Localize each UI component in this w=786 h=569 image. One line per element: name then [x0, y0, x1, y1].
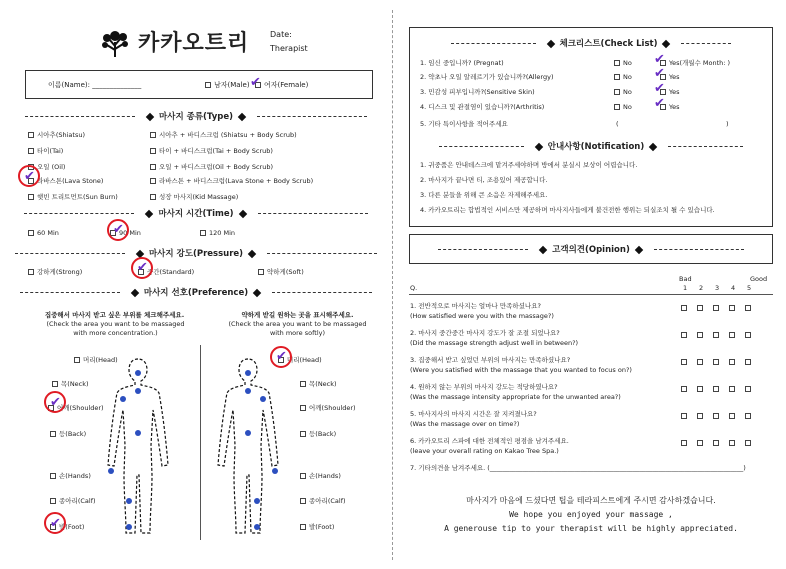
pref-divider — [200, 345, 201, 540]
rating-checkbox[interactable] — [729, 305, 735, 311]
section-time-header: 마사지 시간(Time) — [0, 207, 392, 219]
pref-left-instruction: 집중해서 마사지 받고 싶은 부위를 체크해주세요. — [44, 311, 185, 319]
back-dot — [245, 430, 251, 436]
checkmark-icon: ✔ — [654, 96, 665, 111]
checkmark-icon: ✔ — [113, 222, 124, 237]
gender-female-option[interactable]: 여자(Female) — [255, 81, 308, 90]
rating-checkbox[interactable] — [729, 386, 735, 392]
rating-checkbox[interactable] — [745, 359, 751, 365]
notice-item: 4. 카카오트리는 합법적인 서비스만 제공하며 마사지사들에게 불건전한 행위는 되실조치 될 수 있습니다. — [420, 206, 715, 214]
section-type-header: 마사지 종류(Type) — [0, 110, 392, 122]
body-part-option[interactable]: 머리(Head) — [278, 356, 322, 365]
scale-number: 4 — [731, 284, 736, 292]
section-preference-header: 마사지 선호(Preference) — [0, 286, 392, 298]
rating-checkbox[interactable] — [713, 413, 719, 419]
checkmark-icon: ✔ — [50, 516, 61, 531]
brand-title: 카카오트리 — [138, 31, 250, 56]
scale-number: 2 — [699, 284, 704, 292]
body-part-option[interactable]: 목(Neck) — [300, 380, 337, 389]
checkmark-icon: ✔ — [50, 395, 61, 410]
checklist-other-close: ) — [726, 120, 729, 128]
rating-checkbox[interactable] — [745, 332, 751, 338]
scale-number: 1 — [683, 284, 688, 292]
rating-checkbox[interactable] — [697, 440, 703, 446]
calf-dot — [254, 498, 260, 504]
pressure-option[interactable]: 중간(Standard) — [138, 268, 194, 277]
gender-male-option[interactable]: 남자(Male) — [205, 81, 250, 90]
checkmark-icon: ✔ — [276, 349, 287, 364]
body-part-option[interactable]: 등(Back) — [300, 430, 336, 439]
checkbox[interactable] — [205, 82, 211, 88]
checklist-no-option[interactable]: No — [614, 59, 632, 68]
date-label: Date: — [270, 30, 292, 39]
body-part-option[interactable]: 손(Hands) — [50, 472, 91, 481]
head-dot — [135, 370, 141, 376]
body-figure-front — [98, 355, 178, 540]
rating-checkbox[interactable] — [729, 332, 735, 338]
checklist-question: 1. 임신 중입니까? (Pregnat) — [420, 59, 504, 67]
opinion-question-en: (Did the massage strength adjust well in between?) — [410, 339, 579, 347]
body-part-option[interactable]: 종아리(Calf) — [300, 497, 346, 506]
rating-checkbox[interactable] — [681, 305, 687, 311]
checklist-no-option[interactable]: No — [614, 103, 632, 112]
neck-dot — [245, 388, 251, 394]
opinion-question-en: (leave your overall rating on Kakao Tree Spa.) — [410, 447, 559, 455]
closing-en-2: A generouse tip to your therapist will be highly appreciated. — [444, 524, 738, 533]
checkmark-icon: ✔ — [654, 81, 665, 96]
time-option[interactable]: 120 Min — [200, 229, 235, 238]
scale-number: 5 — [747, 284, 752, 292]
therapist-label: Therapist — [270, 44, 308, 53]
rating-checkbox[interactable] — [729, 359, 735, 365]
checklist-question: 5. 기타 특이사항을 적어주세요 — [420, 120, 508, 128]
opinion-question-en: (Was the massage over on time?) — [410, 420, 520, 428]
type-option[interactable]: 햇빈 트리트먼트(Sun Burn) — [28, 193, 118, 202]
pref-right-instruction-en2: with more softly) — [269, 329, 326, 337]
rating-checkbox[interactable] — [745, 386, 751, 392]
opinion-question-en: (Were you satisfied with the massage that you wanted to focus on?) — [410, 366, 632, 374]
rating-checkbox[interactable] — [697, 413, 703, 419]
pressure-option[interactable]: 강하게(Strong) — [28, 268, 82, 277]
type-option[interactable]: 시아추(Shiatsu) — [28, 131, 85, 140]
opinion-question-en: (Was the massage intensity appropriate for the unwanted area?) — [410, 393, 621, 401]
body-part-option[interactable]: 어깨(Shoulder) — [300, 404, 356, 413]
time-option[interactable]: 60 Min — [28, 229, 59, 238]
pressure-option[interactable]: 약하게(Soft) — [258, 268, 304, 277]
bad-label: Bad — [679, 275, 692, 283]
opinion-question: 2. 마사지 중간중간 마사지 강도가 잘 조절 되었나요? — [410, 329, 560, 337]
rating-checkbox[interactable] — [713, 359, 719, 365]
rating-checkbox[interactable] — [713, 332, 719, 338]
pref-left-instruction-en: (Check the area you want to be massaged — [46, 320, 185, 328]
rating-checkbox[interactable] — [697, 386, 703, 392]
calf-dot — [126, 498, 132, 504]
rating-checkbox[interactable] — [681, 359, 687, 365]
scale-number: 3 — [715, 284, 720, 292]
foot-dot — [254, 524, 260, 530]
type-option[interactable]: 오일 (Oil) — [28, 163, 65, 172]
section-notice-header: 안내사항(Notification) — [409, 140, 773, 152]
section-checklist-header: 체크리스트(Check List) — [409, 37, 773, 49]
type-option[interactable]: 라바스톤 + 바디스크럽(Lava Stone + Body Scrub) — [150, 177, 313, 186]
opinion-question: 4. 원하지 않는 부위의 마사지 강도는 적당하였나요? — [410, 383, 558, 391]
notice-item: 2. 마사지가 끝나면 티, 조용있어 제공합니다. — [420, 176, 548, 184]
head-dot — [245, 370, 251, 376]
hand-dot — [272, 468, 278, 474]
tree-logo-icon — [100, 28, 130, 58]
rating-checkbox[interactable] — [697, 359, 703, 365]
type-option[interactable]: 시아추 + 바디스크럽 (Shiatsu + Body Scrub) — [150, 131, 297, 140]
checkmark-icon: ✔ — [654, 52, 665, 67]
rating-checkbox[interactable] — [713, 440, 719, 446]
checkmark-icon: ✔ — [137, 260, 148, 275]
checklist-other-open: ( — [616, 120, 619, 128]
checklist-question: 4. 디스크 및 관절염이 있습니까?(Arthritis) — [420, 103, 545, 111]
checkmark-icon: ✔ — [654, 66, 665, 81]
checkmark-icon: ✔ — [250, 75, 261, 90]
opinion-question-en: (How satisfied were you with the massage?) — [410, 312, 554, 320]
body-part-option[interactable]: 발(Foot) — [300, 523, 334, 532]
pref-right-instruction: 약하게 받길 원하는 곳을 표시해주세요. — [241, 311, 354, 319]
rating-checkbox[interactable] — [681, 413, 687, 419]
type-option[interactable]: 성장 마사지(Kid Massage) — [150, 193, 238, 202]
q-label: Q. — [410, 284, 418, 292]
rating-checkbox[interactable] — [745, 305, 751, 311]
section-opinion-header: 고객의견(Opinion) — [409, 243, 773, 255]
checklist-question: 3. 민감성 피부입니까?(Sensitive Skin) — [420, 88, 535, 96]
back-dot — [135, 430, 141, 436]
opinion-question: 3. 집중해서 받고 싶었던 부위의 마사지는 만족하셨나요? — [410, 356, 571, 364]
body-part-option[interactable]: 머리(Head) — [74, 356, 118, 365]
type-option[interactable]: 라바스톤(Lava Stone) — [28, 177, 103, 186]
opinion-question: 1. 전반적으로 마사지는 얼마나 만족하셨나요? — [410, 302, 541, 310]
rating-checkbox[interactable] — [681, 332, 687, 338]
good-label: Good — [750, 275, 768, 283]
body-part-option[interactable]: 어깨(Shoulder) — [48, 404, 104, 413]
neck-dot — [135, 388, 141, 394]
type-option[interactable]: 타이(Tai) — [28, 147, 63, 156]
pref-left-instruction-en2: with more concentration.) — [73, 329, 158, 337]
opinion-other[interactable]: 7. 기타의견을 남겨주세요. (______________________________________________________________________________) — [410, 464, 746, 472]
foot-dot — [126, 524, 132, 530]
rating-checkbox[interactable] — [697, 305, 703, 311]
section-pressure-header: 마사지 강도(Pressure) — [0, 247, 392, 259]
body-figure-back — [208, 355, 288, 540]
checklist-no-option[interactable]: No — [614, 88, 632, 97]
rating-checkbox[interactable] — [729, 440, 735, 446]
page-divider — [392, 10, 393, 560]
time-option[interactable]: 90 Min — [110, 229, 141, 238]
opinion-question: 6. 카카오트리 스파에 대한 전체적인 평점을 남겨주세요. — [410, 437, 569, 445]
opinion-rule — [409, 294, 773, 295]
right-page — [396, 0, 786, 569]
rating-checkbox[interactable] — [681, 440, 687, 446]
shoulder-dot — [120, 396, 126, 402]
body-part-option[interactable]: 등(Back) — [50, 430, 86, 439]
notice-item: 1. 귀중품은 안내데스크에 맡겨주세야하며 방에서 분실시 보상이 어렵습니다. — [420, 161, 638, 169]
notice-item: 3. 다른 분들을 위해 큰 소음은 자제해주세요. — [420, 191, 548, 199]
body-part-option[interactable]: 손(Hands) — [300, 472, 341, 481]
checklist-yes-option[interactable]: Yes — [660, 103, 680, 112]
checklist-yes-option[interactable]: Yes(개월수 Month: ) — [660, 59, 730, 68]
closing-en-1: We hope you enjoyed your massage , — [509, 510, 673, 519]
left-page — [0, 0, 392, 569]
shoulder-dot — [260, 396, 266, 402]
rating-checkbox[interactable] — [745, 440, 751, 446]
type-option[interactable]: 타이 + 바디스크럽(Tai + Body Scrub) — [150, 147, 273, 156]
rating-checkbox[interactable] — [681, 386, 687, 392]
checklist-question: 2. 약초나 오일 알레르기가 있습니까?(Allergy) — [420, 73, 554, 81]
rating-checkbox[interactable] — [713, 305, 719, 311]
rating-checkbox[interactable] — [745, 413, 751, 419]
body-part-option[interactable]: 목(Neck) — [52, 380, 89, 389]
rating-checkbox[interactable] — [713, 386, 719, 392]
checklist-yes-option[interactable]: Yes — [660, 73, 680, 82]
checklist-yes-option[interactable]: Yes — [660, 88, 680, 97]
type-option[interactable]: 오일 + 바디스크럽(Oil + Body Scrub) — [150, 163, 273, 172]
rating-checkbox[interactable] — [697, 332, 703, 338]
body-part-option[interactable]: 발(Foot) — [50, 523, 84, 532]
opinion-question: 5. 마사지사의 마사지 시간은 잘 지켜졌나요? — [410, 410, 537, 418]
checklist-no-option[interactable]: No — [614, 73, 632, 82]
rating-checkbox[interactable] — [729, 413, 735, 419]
body-part-option[interactable]: 종아리(Calf) — [50, 497, 96, 506]
name-field[interactable]: 이름(Name): ______________ — [48, 81, 142, 89]
pref-right-instruction-en: (Check the area you want to be massaged — [228, 320, 367, 328]
closing-ko: 마사지가 마음에 드셨다면 팁을 테라피스트에게 주시면 감사하겠습니다. — [466, 496, 716, 505]
checkmark-icon: ✔ — [24, 169, 35, 184]
hand-dot — [108, 468, 114, 474]
